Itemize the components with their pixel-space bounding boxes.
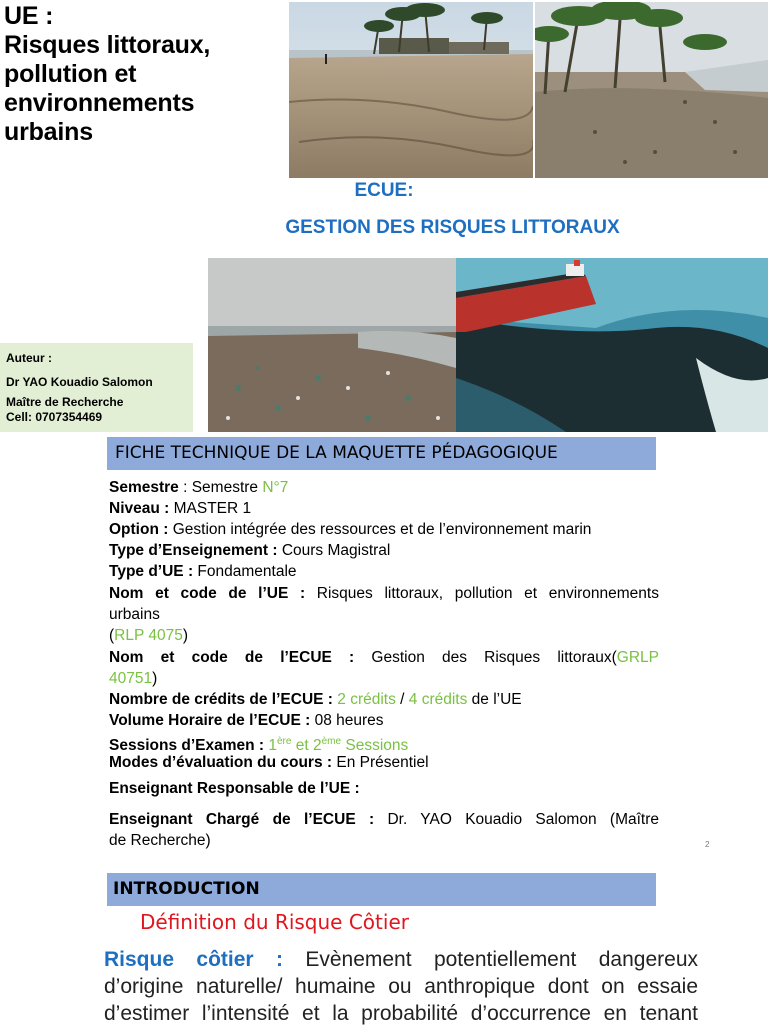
nom-ecue-line	[109, 647, 659, 668]
responsable-label: Enseignant Responsable de l’UE :	[109, 780, 360, 797]
introduction-title: INTRODUCTION	[113, 879, 260, 899]
semestre-line	[109, 477, 659, 498]
definition-text-1: Evènement potentiellement dangereux	[305, 948, 698, 971]
ecue-code-part2: 40751	[109, 670, 153, 687]
volume-label: Volume Horaire de l’ECUE :	[109, 712, 311, 729]
author-name: Dr YAO Kouadio Salomon	[6, 375, 153, 389]
nom-ue-line-2	[109, 604, 659, 625]
modes-value: En Présentiel	[332, 754, 429, 771]
semestre-label: Semestre	[109, 479, 179, 496]
fiche-header-title: FICHE TECHNIQUE DE LA MAQUETTE PÉDAGOGIQUE	[115, 443, 558, 463]
page-number: 2	[705, 840, 710, 849]
niveau-line	[109, 498, 659, 519]
charge-line	[109, 809, 659, 830]
ue-code: RLP 4075	[114, 627, 183, 644]
responsable-line	[109, 778, 659, 799]
type-ue-value: Fondamentale	[193, 563, 297, 580]
oil-spill-photo	[456, 258, 768, 432]
definition-title: Définition du Risque Côtier	[140, 910, 409, 934]
polluted-beach-photo	[535, 2, 768, 178]
littered-shore-photo	[208, 258, 456, 432]
definition-term: Risque côtier :	[104, 948, 283, 971]
niveau-value: MASTER 1	[169, 500, 252, 517]
type-enseignement-value: Cours Magistral	[277, 542, 391, 559]
definition-text-3: d’estimer l’intensité et la probabilité d’occurrence en tenant	[104, 1002, 698, 1025]
semestre-number: N°7	[262, 479, 289, 496]
niveau-label: Niveau :	[109, 500, 170, 517]
type-ue-line	[109, 561, 659, 582]
ecue-label: ECUE:	[354, 180, 414, 201]
volume-value: 08 heures	[310, 712, 384, 729]
author-title: Maître de Recherche	[6, 395, 124, 409]
modes-label: Modes d’évaluation du cours :	[109, 754, 333, 771]
nom-ue-line	[109, 583, 659, 604]
nom-ecue-label: Nom et code de l’ECUE :	[109, 649, 355, 666]
nom-ue-value-cont: urbains	[109, 606, 160, 623]
type-enseignement-line	[109, 540, 659, 561]
nom-ecue-value: Gestion des Risques littoraux(	[371, 649, 617, 666]
ecue-name: GESTION DES RISQUES LITTORAUX	[285, 217, 620, 238]
ue-title: UE : Risques littoraux, pollution et environnements urbains	[4, 2, 211, 146]
beach-erosion-photo	[289, 2, 533, 178]
author-label: Auteur :	[6, 351, 52, 365]
nom-ue-label: Nom et code de l’UE :	[109, 585, 306, 602]
credits-ecue: 2 crédits	[337, 691, 396, 708]
type-enseignement-label: Type d’Enseignement :	[109, 542, 278, 559]
nom-ue-value: Risques littoraux, pollution et environnements	[316, 585, 659, 602]
ecue-code-line: 40751)	[109, 670, 158, 687]
option-value: Gestion intégrée des ressources et de l’environnement marin	[168, 521, 592, 538]
option-label: Option :	[109, 521, 169, 538]
option-line	[109, 519, 659, 540]
sessions-label: Sessions d’Examen :	[109, 737, 265, 754]
sessions-value: 1ère et 2ème Sessions	[268, 736, 409, 754]
credits-label: Nombre de crédits de l’ECUE :	[109, 691, 333, 708]
semestre-value: : Semestre	[178, 479, 263, 496]
ue-code-line: (RLP 4075)	[109, 627, 189, 644]
modes-line	[109, 752, 659, 773]
author-phone: Cell: 0707354469	[6, 410, 103, 424]
volume-line	[109, 710, 659, 731]
ecue-code-part1: GRLP	[616, 649, 659, 666]
charge-line-2	[109, 830, 659, 851]
credits-line: Nombre de crédits de l’ECUE : 2 crédits / 4 crédits de l’UE	[109, 691, 522, 708]
charge-label: Enseignant Chargé de l’ECUE :	[109, 811, 375, 828]
definition-line-1	[104, 946, 698, 974]
charge-value: Dr. YAO Kouadio Salomon (Maître	[387, 811, 659, 828]
author-info-box	[0, 343, 193, 432]
definition-line-2	[104, 973, 698, 1001]
definition-text-2: d’origine naturelle/ humaine ou anthropique dont on essaie	[104, 975, 698, 998]
credits-ue: 4 crédits	[408, 691, 468, 708]
type-ue-label: Type d’UE :	[109, 563, 194, 580]
charge-value-cont: de Recherche)	[109, 832, 211, 849]
credits-suffix: de l’UE	[467, 691, 522, 708]
